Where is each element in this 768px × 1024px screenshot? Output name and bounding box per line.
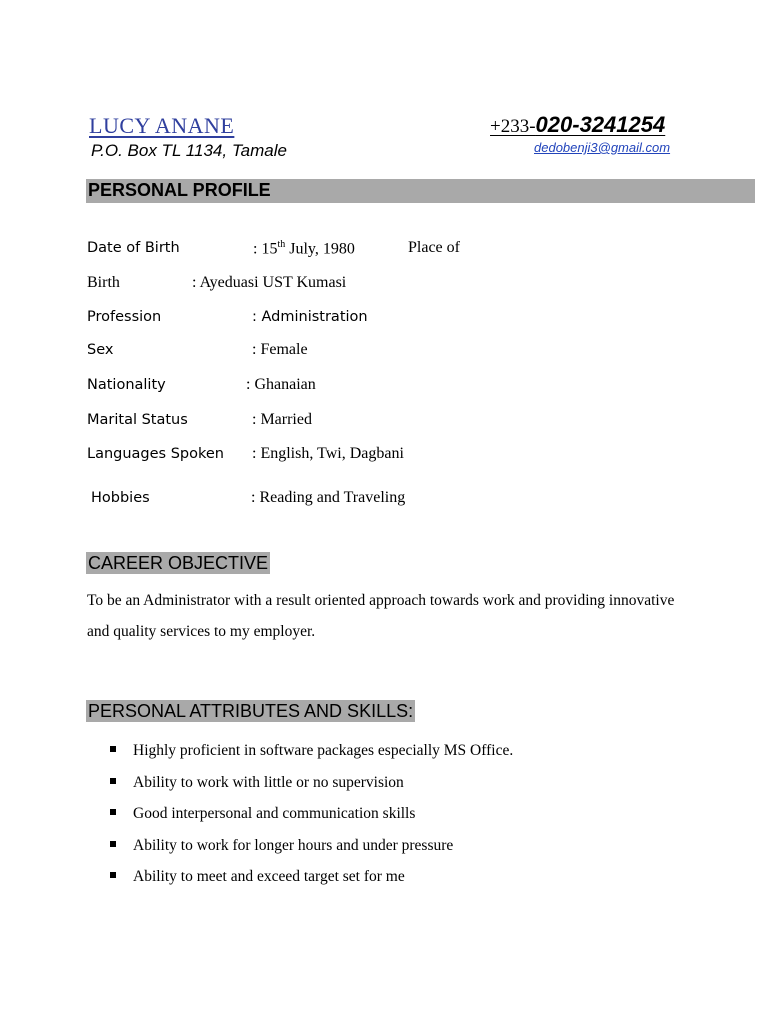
label-hobbies: Hobbies bbox=[91, 490, 150, 506]
bullet-icon bbox=[110, 809, 116, 815]
applicant-name: LUCY ANANE bbox=[89, 113, 235, 138]
label-place-of: Place of bbox=[408, 239, 460, 256]
value-place-of-birth: : Ayeduasi UST Kumasi bbox=[192, 274, 347, 291]
list-item bbox=[108, 805, 513, 837]
bullet-icon bbox=[110, 778, 116, 784]
phone-number bbox=[490, 112, 665, 138]
career-objective-line-2: and quality services to my employer. bbox=[87, 623, 316, 640]
skill-text: Highly proficient in software packages especially MS Office. bbox=[133, 742, 514, 759]
bullet-icon bbox=[110, 841, 116, 847]
skill-text: Ability to work with little or no supervision bbox=[133, 773, 404, 791]
label-marital-status: Marital Status bbox=[87, 412, 188, 428]
bullet-icon bbox=[110, 872, 116, 878]
value-sex: : Female bbox=[252, 341, 308, 358]
value-nationality: : Ghanaian bbox=[246, 376, 316, 393]
bullet-icon bbox=[110, 746, 116, 752]
label-birth: Birth bbox=[87, 274, 120, 291]
list-item bbox=[108, 837, 513, 869]
label-languages-spoken: Languages Spoken bbox=[87, 446, 224, 462]
skills-list bbox=[108, 742, 513, 900]
career-objective-line-1: To be an Administrator with a result oriented approach towards work and providing innovative bbox=[87, 592, 675, 609]
value-date-of-birth bbox=[253, 239, 355, 258]
heading-personal-profile: PERSONAL PROFILE bbox=[88, 180, 271, 200]
dob-month-year: July, 1980 bbox=[285, 240, 355, 258]
label-sex: Sex bbox=[87, 342, 114, 358]
skill-text: Ability to meet and exceed target set for me bbox=[133, 868, 405, 885]
heading-career-objective bbox=[86, 553, 270, 574]
phone-prefix: +233- bbox=[490, 116, 536, 137]
heading-career-objective-text: CAREER OBJECTIVE bbox=[88, 553, 269, 573]
dob-day: : 15 bbox=[253, 240, 278, 258]
list-item bbox=[108, 868, 513, 900]
phone-digits: 020-3241254 bbox=[535, 112, 666, 137]
skill-text: Ability to work for longer hours and under pressure bbox=[133, 836, 454, 854]
skill-text: Good interpersonal and communication skills bbox=[133, 805, 416, 822]
postal-address: P.O. Box TL 1134, Tamale bbox=[91, 141, 287, 160]
label-nationality: Nationality bbox=[87, 377, 166, 393]
label-date-of-birth: Date of Birth bbox=[87, 240, 180, 256]
email-link[interactable]: dedobenji3@gmail.com bbox=[534, 140, 671, 155]
value-profession: : Administration bbox=[252, 309, 368, 325]
label-profession: Profession bbox=[87, 309, 162, 325]
heading-skills-text: PERSONAL ATTRIBUTES AND SKILLS: bbox=[88, 701, 414, 721]
value-languages-spoken: : English, Twi, Dagbani bbox=[252, 445, 404, 462]
heading-personal-attributes-skills bbox=[86, 701, 415, 722]
list-item bbox=[108, 774, 513, 806]
value-marital-status: : Married bbox=[252, 411, 312, 428]
value-hobbies: : Reading and Traveling bbox=[251, 489, 406, 506]
list-item bbox=[108, 742, 513, 774]
dob-suffix: th bbox=[277, 239, 286, 250]
